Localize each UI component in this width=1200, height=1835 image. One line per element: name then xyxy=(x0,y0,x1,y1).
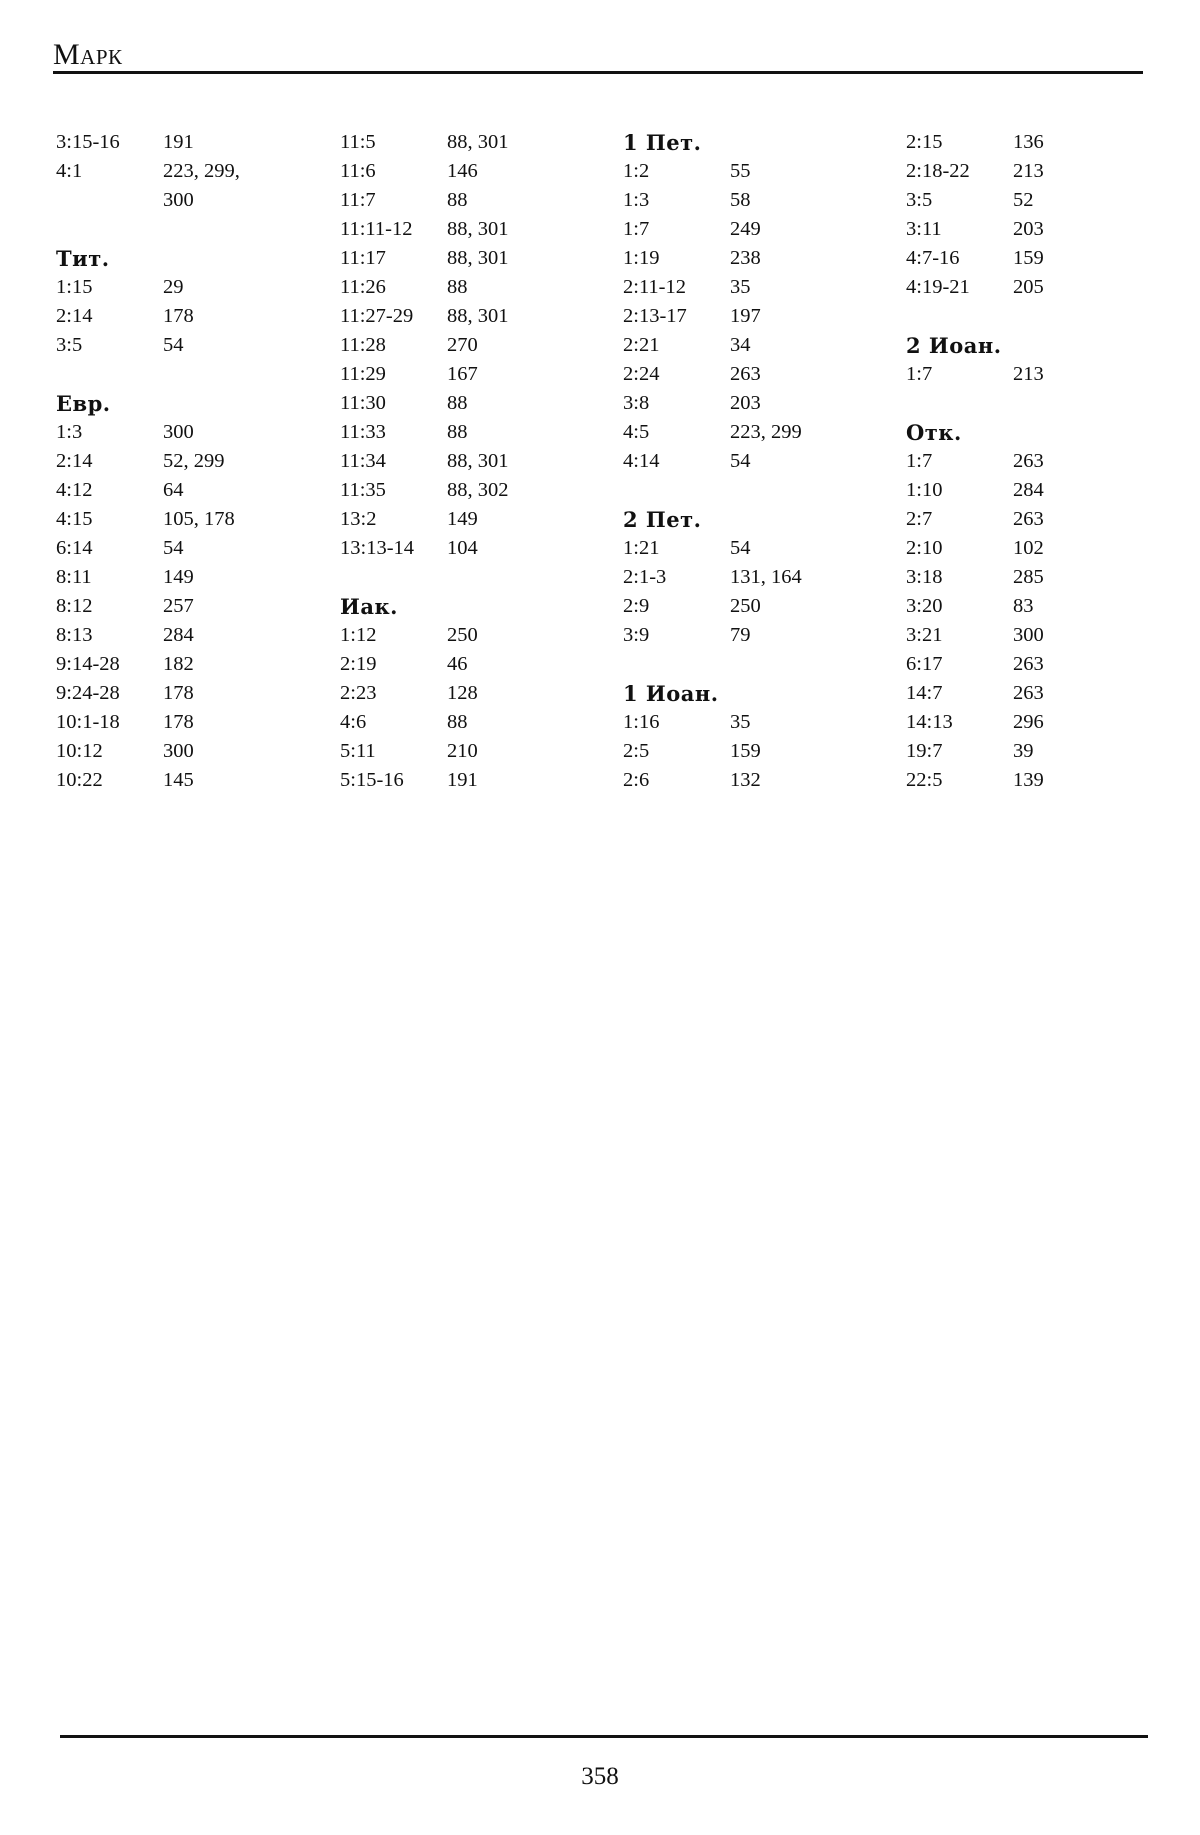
page-references: 83 xyxy=(1013,595,1034,617)
index-entry xyxy=(56,418,316,447)
page-references: 178 xyxy=(163,711,194,733)
page-references: 132 xyxy=(730,769,761,791)
index-entry xyxy=(906,679,1166,708)
page-references: 284 xyxy=(163,624,194,646)
index-entry xyxy=(340,447,600,476)
index-column-1 xyxy=(56,128,316,824)
page-references: 203 xyxy=(1013,218,1044,240)
verse-reference: 2:11-12 xyxy=(623,276,687,298)
index-section xyxy=(906,331,1166,389)
index-entry xyxy=(623,273,883,302)
verse-reference: 1:2 xyxy=(623,160,650,182)
index-section xyxy=(56,128,316,215)
index-entry xyxy=(340,476,600,505)
index-entry xyxy=(623,331,883,360)
page-references: 284 xyxy=(1013,479,1044,501)
index-section xyxy=(623,505,883,650)
page-references: 213 xyxy=(1013,160,1044,182)
verse-reference: 3:15-16 xyxy=(56,131,120,153)
page-references: 102 xyxy=(1013,537,1044,559)
page-references: 250 xyxy=(447,624,478,646)
verse-reference: 2:13-17 xyxy=(623,305,687,327)
verse-reference: 4:12 xyxy=(56,479,93,501)
index-entry xyxy=(56,331,316,360)
index-entry xyxy=(340,534,600,563)
page-references: 52, 299 xyxy=(163,450,225,472)
page-references: 58 xyxy=(730,189,751,211)
verse-reference: 2:6 xyxy=(623,769,650,791)
index-entry xyxy=(340,679,600,708)
page-references: 300 xyxy=(163,740,194,762)
page-references: 178 xyxy=(163,305,194,327)
verse-reference: 11:17 xyxy=(340,247,386,269)
verse-reference: 11:7 xyxy=(340,189,376,211)
index-entry xyxy=(340,650,600,679)
page-references: 54 xyxy=(163,537,184,559)
page-references: 270 xyxy=(447,334,478,356)
verse-reference: 11:6 xyxy=(340,160,376,182)
page-references: 300 xyxy=(163,421,194,443)
index-entry xyxy=(906,766,1166,795)
verse-reference: 11:27-29 xyxy=(340,305,414,327)
page-references: 197 xyxy=(730,305,761,327)
index-entry xyxy=(340,708,600,737)
index-entry xyxy=(340,766,600,795)
index-entry xyxy=(56,476,316,505)
page-references: 191 xyxy=(447,769,478,791)
page-references: 46 xyxy=(447,653,468,675)
book-title: 1 Пет. xyxy=(623,130,702,155)
page-references: 88 xyxy=(447,276,468,298)
page-number: 358 xyxy=(581,1763,619,1790)
index-entry xyxy=(623,737,883,766)
index-entry xyxy=(906,534,1166,563)
index-entry xyxy=(340,186,600,215)
index-entry xyxy=(623,186,883,215)
index-entry xyxy=(340,418,600,447)
page-references: 136 xyxy=(1013,131,1044,153)
page-references: 263 xyxy=(730,363,761,385)
verse-reference: 3:21 xyxy=(906,624,943,646)
page-references: 263 xyxy=(1013,682,1044,704)
footer-rule xyxy=(60,1735,1148,1738)
verse-reference: 11:5 xyxy=(340,131,376,153)
index-entry xyxy=(56,563,316,592)
verse-reference: 2:15 xyxy=(906,131,943,153)
index-column-4 xyxy=(906,128,1166,824)
index-section xyxy=(56,244,316,360)
index-entry xyxy=(623,592,883,621)
verse-reference: 8:12 xyxy=(56,595,93,617)
verse-reference: 3:5 xyxy=(906,189,933,211)
verse-reference: 4:6 xyxy=(340,711,367,733)
index-entry xyxy=(906,650,1166,679)
page-references: 54 xyxy=(730,450,751,472)
index-entry xyxy=(623,447,883,476)
page-references: 88 xyxy=(447,189,468,211)
verse-reference: 4:19-21 xyxy=(906,276,970,298)
verse-reference: 5:15-16 xyxy=(340,769,404,791)
verse-reference: 22:5 xyxy=(906,769,943,791)
verse-reference: 2:19 xyxy=(340,653,377,675)
verse-reference: 2:10 xyxy=(906,537,943,559)
book-title: Евр. xyxy=(56,391,111,416)
index-entry xyxy=(56,708,316,737)
verse-reference: 1:7 xyxy=(906,363,933,385)
verse-reference: 9:14-28 xyxy=(56,653,120,675)
page-references: 35 xyxy=(730,711,751,733)
verse-reference: 4:1 xyxy=(56,160,83,182)
index-entry xyxy=(623,302,883,331)
page-references: 159 xyxy=(730,740,761,762)
index-entry xyxy=(340,737,600,766)
index-entry xyxy=(340,273,600,302)
page-references: 300 xyxy=(163,189,194,211)
index-section xyxy=(340,592,600,795)
index-entry xyxy=(56,534,316,563)
page-references: 145 xyxy=(163,769,194,791)
page-references: 210 xyxy=(447,740,478,762)
page-references: 79 xyxy=(730,624,751,646)
verse-reference: 11:11-12 xyxy=(340,218,413,240)
index-entry xyxy=(56,128,316,157)
page-references: 104 xyxy=(447,537,478,559)
index-entry xyxy=(56,766,316,795)
page-references: 263 xyxy=(1013,508,1044,530)
verse-reference: 1:21 xyxy=(623,537,660,559)
verse-reference: 4:7-16 xyxy=(906,247,960,269)
verse-reference: 14:7 xyxy=(906,682,943,704)
book-title: Отк. xyxy=(906,420,962,445)
verse-reference: 2:18-22 xyxy=(906,160,970,182)
verse-reference: 2:24 xyxy=(623,363,660,385)
page-references: 205 xyxy=(1013,276,1044,298)
verse-reference: 5:11 xyxy=(340,740,376,762)
index-section xyxy=(906,418,1166,795)
index-entry xyxy=(56,679,316,708)
verse-reference: 1:19 xyxy=(623,247,660,269)
verse-reference: 19:7 xyxy=(906,740,943,762)
index-entry xyxy=(623,766,883,795)
verse-reference: 2:7 xyxy=(906,508,933,530)
page-references: 203 xyxy=(730,392,761,414)
index-section xyxy=(906,128,1166,302)
verse-reference: 2:23 xyxy=(340,682,377,704)
verse-reference: 3:18 xyxy=(906,566,943,588)
header-rule xyxy=(53,71,1143,74)
verse-reference: 1:3 xyxy=(623,189,650,211)
page-references: 249 xyxy=(730,218,761,240)
verse-reference: 3:9 xyxy=(623,624,650,646)
index-entry xyxy=(56,650,316,679)
page-references: 263 xyxy=(1013,450,1044,472)
page-references: 88 xyxy=(447,711,468,733)
page-references: 149 xyxy=(163,566,194,588)
book-title: 2 Иоан. xyxy=(906,333,1002,358)
page-references: 139 xyxy=(1013,769,1044,791)
index-entry xyxy=(56,592,316,621)
verse-reference: 1:7 xyxy=(623,218,650,240)
verse-reference: 2:9 xyxy=(623,595,650,617)
index-entry xyxy=(340,389,600,418)
page-references: 88 xyxy=(447,392,468,414)
page-references: 88, 301 xyxy=(447,450,509,472)
index-column-2 xyxy=(340,128,600,824)
index-entry xyxy=(56,621,316,650)
index-entry xyxy=(906,215,1166,244)
page-references: 182 xyxy=(163,653,194,675)
index-entry xyxy=(623,360,883,389)
verse-reference: 11:28 xyxy=(340,334,386,356)
verse-reference: 11:30 xyxy=(340,392,386,414)
page-references: 263 xyxy=(1013,653,1044,675)
verse-reference: 13:13-14 xyxy=(340,537,415,559)
verse-reference: 1:12 xyxy=(340,624,377,646)
page-references: 178 xyxy=(163,682,194,704)
verse-reference: 8:13 xyxy=(56,624,93,646)
verse-reference: 6:17 xyxy=(906,653,943,675)
page-references: 88, 301 xyxy=(447,305,509,327)
verse-reference: 11:35 xyxy=(340,479,386,501)
page-references: 64 xyxy=(163,479,184,501)
index-entry xyxy=(56,505,316,534)
index-entry xyxy=(340,302,600,331)
verse-reference: 3:5 xyxy=(56,334,83,356)
verse-reference: 2:14 xyxy=(56,305,93,327)
index-section xyxy=(623,679,883,795)
book-title: Тит. xyxy=(56,246,110,271)
index-entry xyxy=(906,273,1166,302)
verse-reference: 11:29 xyxy=(340,363,386,385)
index-entry xyxy=(906,592,1166,621)
index-entry xyxy=(340,360,600,389)
page-references: 300 xyxy=(1013,624,1044,646)
verse-reference: 4:14 xyxy=(623,450,660,472)
verse-reference: 4:15 xyxy=(56,508,93,530)
index-entry xyxy=(56,447,316,476)
index-entry xyxy=(340,331,600,360)
verse-reference: 1:15 xyxy=(56,276,93,298)
index-entry xyxy=(906,621,1166,650)
page-references: 52 xyxy=(1013,189,1034,211)
index-entry xyxy=(906,708,1166,737)
page-references: 131, 164 xyxy=(730,566,802,588)
page-references: 191 xyxy=(163,131,194,153)
verse-reference: 14:13 xyxy=(906,711,953,733)
index-entry xyxy=(906,505,1166,534)
verse-reference: 8:11 xyxy=(56,566,92,588)
page-references: 296 xyxy=(1013,711,1044,733)
page-references: 88 xyxy=(447,421,468,443)
index-entry xyxy=(340,244,600,273)
verse-reference: 10:1-18 xyxy=(56,711,120,733)
index-entry xyxy=(906,128,1166,157)
verse-reference: 6:14 xyxy=(56,537,93,559)
index-entry xyxy=(56,273,316,302)
book-title: Иак. xyxy=(340,594,398,619)
page-references: 223, 299 xyxy=(730,421,802,443)
index-entry xyxy=(623,708,883,737)
page-references: 39 xyxy=(1013,740,1034,762)
verse-reference: 3:11 xyxy=(906,218,942,240)
page-references: 285 xyxy=(1013,566,1044,588)
verse-reference: 9:24-28 xyxy=(56,682,120,704)
page-references: 88, 301 xyxy=(447,131,509,153)
page-references: 88, 301 xyxy=(447,218,509,240)
page-references: 55 xyxy=(730,160,751,182)
page-references: 88, 301 xyxy=(447,247,509,269)
verse-reference: 3:20 xyxy=(906,595,943,617)
index-column-3 xyxy=(623,128,883,824)
page-references: 213 xyxy=(1013,363,1044,385)
verse-reference: 10:22 xyxy=(56,769,103,791)
index-entry xyxy=(906,563,1166,592)
verse-reference: 11:33 xyxy=(340,421,386,443)
index-entry xyxy=(623,534,883,563)
page-references: 159 xyxy=(1013,247,1044,269)
page-references: 167 xyxy=(447,363,478,385)
index-entry xyxy=(906,244,1166,273)
index-section xyxy=(623,128,883,476)
page-references: 35 xyxy=(730,276,751,298)
verse-reference: 1:10 xyxy=(906,479,943,501)
page-references: 223, 299, xyxy=(163,160,240,182)
page-references: 250 xyxy=(730,595,761,617)
index-entry xyxy=(340,215,600,244)
page-references: 128 xyxy=(447,682,478,704)
index-entry xyxy=(340,128,600,157)
verse-reference: 2:1-3 xyxy=(623,566,667,588)
index-entry xyxy=(56,302,316,331)
index-entry xyxy=(340,157,600,186)
index-entry xyxy=(340,621,600,650)
index-entry xyxy=(623,389,883,418)
index-entry xyxy=(906,360,1166,389)
page-references: 105, 178 xyxy=(163,508,235,530)
index-entry xyxy=(906,737,1166,766)
index-entry xyxy=(56,157,316,186)
verse-reference: 10:12 xyxy=(56,740,103,762)
index-entry xyxy=(623,244,883,273)
verse-reference: 4:5 xyxy=(623,421,650,443)
page-references: 257 xyxy=(163,595,194,617)
verse-reference: 2:21 xyxy=(623,334,660,356)
verse-reference: 1:3 xyxy=(56,421,83,443)
book-title: 1 Иоан. xyxy=(623,681,719,706)
index-section xyxy=(56,389,316,795)
index-section xyxy=(340,128,600,563)
verse-reference xyxy=(56,186,163,215)
running-head: Марк xyxy=(53,38,123,71)
index-entry xyxy=(56,186,316,215)
verse-reference: 13:2 xyxy=(340,508,377,530)
index-entry xyxy=(340,505,600,534)
index-entry xyxy=(623,157,883,186)
page-references: 149 xyxy=(447,508,478,530)
index-entry xyxy=(906,157,1166,186)
page-references: 54 xyxy=(163,334,184,356)
index-entry xyxy=(56,737,316,766)
index-entry xyxy=(623,215,883,244)
verse-reference: 1:7 xyxy=(906,450,933,472)
page-references: 29 xyxy=(163,276,184,298)
index-entry xyxy=(623,418,883,447)
page-references: 54 xyxy=(730,537,751,559)
page-references: 34 xyxy=(730,334,751,356)
index-entry xyxy=(906,476,1166,505)
book-title: 2 Пет. xyxy=(623,507,702,532)
verse-reference: 2:5 xyxy=(623,740,650,762)
verse-reference: 2:14 xyxy=(56,450,93,472)
verse-reference: 11:34 xyxy=(340,450,386,472)
verse-reference: 1:16 xyxy=(623,711,660,733)
verse-reference: 3:8 xyxy=(623,392,650,414)
index-entry xyxy=(623,563,883,592)
page-references: 238 xyxy=(730,247,761,269)
index-entry xyxy=(906,447,1166,476)
index-entry xyxy=(623,621,883,650)
verse-reference: 11:26 xyxy=(340,276,386,298)
page-references: 88, 302 xyxy=(447,479,509,501)
page-references: 146 xyxy=(447,160,478,182)
index-entry xyxy=(906,186,1166,215)
